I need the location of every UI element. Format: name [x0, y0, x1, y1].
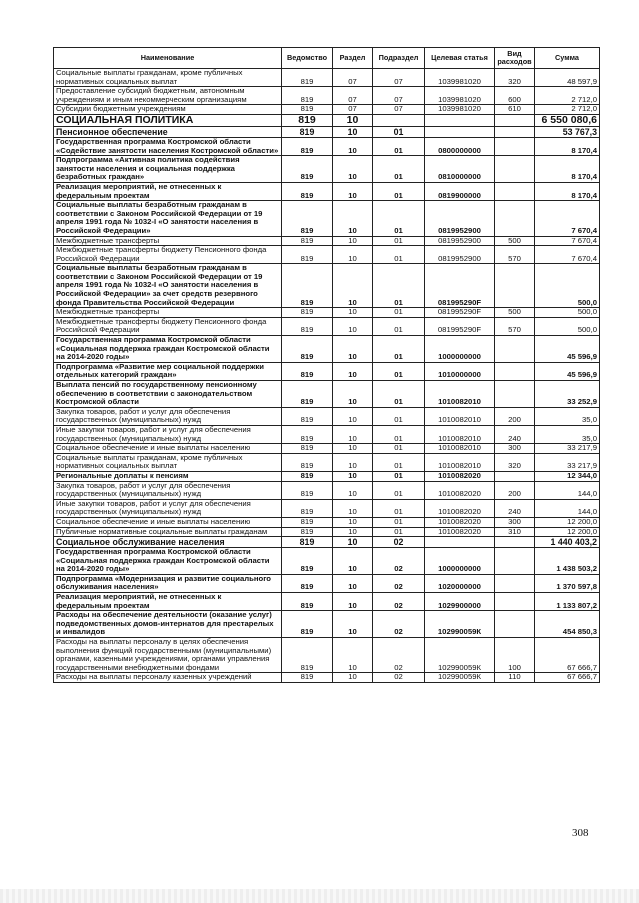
cell-target: 081995290F	[425, 317, 495, 335]
cell-dept: 819	[282, 105, 333, 115]
cell-name: Пенсионное обеспечение	[54, 126, 282, 137]
cell-target: 1010082010	[425, 381, 495, 408]
cell-section: 10	[333, 308, 373, 318]
cell-exp-type	[495, 381, 535, 408]
cell-exp-type: 310	[495, 527, 535, 537]
cell-dept: 819	[282, 137, 333, 155]
cell-section: 10	[333, 362, 373, 380]
cell-target: 1039981020	[425, 87, 495, 105]
cell-name: Подпрограмма «Модернизация и развитие социального обслуживания населения»	[54, 574, 282, 592]
cell-exp-type: 300	[495, 517, 535, 527]
cell-target: 1010082020	[425, 527, 495, 537]
cell-target: 1010082010	[425, 407, 495, 425]
header-target: Целевая статья	[425, 48, 495, 69]
cell-target: 102990059К	[425, 638, 495, 673]
cell-section: 10	[333, 471, 373, 481]
cell-amount: 33 217,9	[535, 453, 600, 471]
budget-table	[53, 47, 600, 683]
cell-subsection: 07	[373, 69, 425, 87]
table-row	[54, 114, 600, 126]
cell-dept: 819	[282, 574, 333, 592]
table-row	[54, 481, 600, 499]
cell-subsection: 01	[373, 499, 425, 517]
cell-exp-type	[495, 611, 535, 638]
cell-name: Государственная программа Костромской области «Социальная поддержка граждан Костромской области на 2014-2020 годы»	[54, 336, 282, 363]
cell-amount: 12 200,0	[535, 517, 600, 527]
cell-name: Иные закупки товаров, работ и услуг для обеспечения государственных (муниципальных) нужд	[54, 499, 282, 517]
cell-exp-type: 570	[495, 246, 535, 264]
cell-target: 1000000000	[425, 548, 495, 575]
cell-section: 10	[333, 137, 373, 155]
cell-dept: 819	[282, 114, 333, 126]
table-row	[54, 537, 600, 548]
table-row	[54, 407, 600, 425]
cell-section: 10	[333, 182, 373, 200]
cell-subsection: 02	[373, 593, 425, 611]
cell-target: 1010082020	[425, 517, 495, 527]
cell-exp-type	[495, 137, 535, 155]
cell-target: 0800000000	[425, 137, 495, 155]
cell-section: 07	[333, 69, 373, 87]
cell-name: Социальное обеспечение и иные выплаты населению	[54, 444, 282, 454]
cell-dept: 819	[282, 593, 333, 611]
cell-name: Межбюджетные трансферты бюджету Пенсионного фонда Российской Федерации	[54, 317, 282, 335]
cell-subsection: 01	[373, 425, 425, 443]
cell-target	[425, 126, 495, 137]
table-body	[54, 69, 600, 683]
cell-exp-type	[495, 201, 535, 236]
cell-section: 10	[333, 611, 373, 638]
cell-amount: 33 217,9	[535, 444, 600, 454]
cell-dept: 819	[282, 517, 333, 527]
cell-name: Субсидии бюджетным учреждениям	[54, 105, 282, 115]
cell-dept: 819	[282, 673, 333, 683]
cell-name: Иные закупки товаров, работ и услуг для обеспечения государственных (муниципальных) нужд	[54, 425, 282, 443]
cell-amount: 12 344,0	[535, 471, 600, 481]
cell-target: 1010082020	[425, 481, 495, 499]
cell-section: 10	[333, 499, 373, 517]
cell-subsection: 02	[373, 537, 425, 548]
cell-name: Реализация мероприятий, не отнесенных к федеральным проектам	[54, 593, 282, 611]
cell-exp-type: 500	[495, 236, 535, 246]
cell-dept: 819	[282, 69, 333, 87]
cell-exp-type: 610	[495, 105, 535, 115]
table-row	[54, 156, 600, 183]
cell-exp-type: 100	[495, 638, 535, 673]
cell-subsection: 07	[373, 105, 425, 115]
header-name: Наименование	[54, 48, 282, 69]
cell-section: 10	[333, 336, 373, 363]
cell-section: 07	[333, 87, 373, 105]
cell-dept: 819	[282, 407, 333, 425]
cell-amount: 1 133 807,2	[535, 593, 600, 611]
cell-dept: 819	[282, 236, 333, 246]
cell-target: 1010082020	[425, 471, 495, 481]
cell-section: 10	[333, 527, 373, 537]
cell-name: Расходы на выплаты персоналу в целях обеспечения выполнения функций государственными (муниципальными) органами, казенными учреждениями, органами управления государственными внебюджетными фондами	[54, 638, 282, 673]
cell-subsection: 01	[373, 471, 425, 481]
cell-subsection: 01	[373, 236, 425, 246]
cell-dept: 819	[282, 425, 333, 443]
cell-exp-type	[495, 548, 535, 575]
cell-section: 10	[333, 425, 373, 443]
cell-section: 10	[333, 444, 373, 454]
cell-exp-type	[495, 182, 535, 200]
cell-section: 10	[333, 407, 373, 425]
table-row	[54, 381, 600, 408]
table-row	[54, 611, 600, 638]
cell-name: Выплата пенсий по государственному пенсионному обеспечению в соответствии с законодательством Костромской области	[54, 381, 282, 408]
cell-target: 0810000000	[425, 156, 495, 183]
cell-section: 10	[333, 638, 373, 673]
cell-section: 10	[333, 453, 373, 471]
table-row	[54, 362, 600, 380]
cell-subsection: 01	[373, 453, 425, 471]
cell-amount: 6 550 080,6	[535, 114, 600, 126]
cell-exp-type	[495, 126, 535, 137]
cell-amount: 454 850,3	[535, 611, 600, 638]
cell-name: Межбюджетные трансферты	[54, 308, 282, 318]
cell-amount: 35,0	[535, 407, 600, 425]
cell-amount: 45 596,9	[535, 362, 600, 380]
cell-name: Государственная программа Костромской области «Содействие занятости населения Костромской области»	[54, 137, 282, 155]
cell-section: 10	[333, 381, 373, 408]
cell-section: 10	[333, 156, 373, 183]
cell-section: 10	[333, 481, 373, 499]
cell-exp-type: 240	[495, 499, 535, 517]
cell-amount: 7 670,4	[535, 201, 600, 236]
table-row	[54, 593, 600, 611]
cell-name: Региональные доплаты к пенсиям	[54, 471, 282, 481]
cell-amount: 12 200,0	[535, 527, 600, 537]
cell-dept: 819	[282, 471, 333, 481]
header-section: Раздел	[333, 48, 373, 69]
cell-section: 10	[333, 264, 373, 308]
cell-name: Социальные выплаты гражданам, кроме публичных нормативных социальных выплат	[54, 453, 282, 471]
cell-section: 10	[333, 201, 373, 236]
cell-name: Публичные нормативные социальные выплаты гражданам	[54, 527, 282, 537]
cell-exp-type	[495, 156, 535, 183]
cell-name: Подпрограмма «Активная политика содействия занятости населения и социальная поддержка безработных граждан»	[54, 156, 282, 183]
cell-exp-type	[495, 593, 535, 611]
cell-subsection: 02	[373, 638, 425, 673]
cell-dept: 819	[282, 126, 333, 137]
header-exp-type: Вид расходов	[495, 48, 535, 69]
cell-name: Социальные выплаты безработным гражданам в соответствии с Законом Российской Федерации от 19 апреля 1991 года № 1032-I «О занятости населения в Российской Федерации»	[54, 201, 282, 236]
cell-dept: 819	[282, 362, 333, 380]
cell-target: 0819952900	[425, 201, 495, 236]
cell-subsection: 01	[373, 308, 425, 318]
table-row	[54, 336, 600, 363]
cell-amount: 500,0	[535, 308, 600, 318]
cell-exp-type: 500	[495, 308, 535, 318]
cell-subsection: 02	[373, 574, 425, 592]
table-row	[54, 517, 600, 527]
cell-subsection: 01	[373, 381, 425, 408]
table-row	[54, 548, 600, 575]
cell-target: 1010082020	[425, 499, 495, 517]
table-row	[54, 69, 600, 87]
cell-subsection: 01	[373, 126, 425, 137]
table-row	[54, 126, 600, 137]
cell-dept: 819	[282, 182, 333, 200]
cell-name: Закупка товаров, работ и услуг для обеспечения государственных (муниципальных) нужд	[54, 407, 282, 425]
cell-amount: 53 767,3	[535, 126, 600, 137]
cell-dept: 819	[282, 499, 333, 517]
cell-amount: 7 670,4	[535, 246, 600, 264]
cell-subsection: 01	[373, 407, 425, 425]
cell-subsection: 01	[373, 517, 425, 527]
table-row	[54, 638, 600, 673]
page-number: 308	[572, 827, 589, 839]
table-row	[54, 308, 600, 318]
cell-section: 10	[333, 246, 373, 264]
table-row	[54, 137, 600, 155]
cell-exp-type: 600	[495, 87, 535, 105]
cell-exp-type	[495, 336, 535, 363]
cell-section: 10	[333, 537, 373, 548]
cell-dept: 819	[282, 453, 333, 471]
cell-amount: 2 712,0	[535, 87, 600, 105]
cell-dept: 819	[282, 246, 333, 264]
cell-target: 1039981020	[425, 105, 495, 115]
cell-name: Подпрограмма «Развитие мер социальной поддержки отдельных категорий граждан»	[54, 362, 282, 380]
cell-target: 081995290F	[425, 264, 495, 308]
cell-amount: 48 597,9	[535, 69, 600, 87]
cell-amount: 35,0	[535, 425, 600, 443]
cell-amount: 33 252,9	[535, 381, 600, 408]
cell-target: 1010082010	[425, 444, 495, 454]
cell-amount: 8 170,4	[535, 182, 600, 200]
cell-exp-type: 200	[495, 481, 535, 499]
table-row	[54, 201, 600, 236]
scan-edge	[0, 889, 639, 903]
cell-exp-type	[495, 264, 535, 308]
cell-target: 0819900000	[425, 182, 495, 200]
header-dept: Ведомство	[282, 48, 333, 69]
table-row	[54, 574, 600, 592]
cell-subsection: 02	[373, 548, 425, 575]
cell-amount: 8 170,4	[535, 137, 600, 155]
cell-amount: 144,0	[535, 499, 600, 517]
table-row	[54, 673, 600, 683]
cell-target: 1020000000	[425, 574, 495, 592]
cell-dept: 819	[282, 548, 333, 575]
cell-target: 1010000000	[425, 362, 495, 380]
cell-target: 081995290F	[425, 308, 495, 318]
cell-exp-type: 300	[495, 444, 535, 454]
table-row	[54, 246, 600, 264]
cell-name: Межбюджетные трансферты	[54, 236, 282, 246]
cell-exp-type	[495, 114, 535, 126]
cell-subsection: 01	[373, 336, 425, 363]
cell-subsection: 01	[373, 201, 425, 236]
cell-name: Государственная программа Костромской области «Социальная поддержка граждан Костромской области на 2014-2020 годы»	[54, 548, 282, 575]
cell-name: Социальное обеспечение и иные выплаты населению	[54, 517, 282, 527]
cell-section: 10	[333, 548, 373, 575]
cell-subsection: 01	[373, 182, 425, 200]
cell-dept: 819	[282, 336, 333, 363]
table-row	[54, 527, 600, 537]
cell-section: 10	[333, 236, 373, 246]
cell-name: Социальные выплаты безработным гражданам в соответствии с Законом Российской Федерации от 19 апреля 1991 года № 1032-I «О занятости населения в Российской Федерации» за счет средств резервного фонда Правительства Российской Федерации	[54, 264, 282, 308]
cell-dept: 819	[282, 537, 333, 548]
cell-exp-type	[495, 574, 535, 592]
cell-name: Закупка товаров, работ и услуг для обеспечения государственных (муниципальных) нужд	[54, 481, 282, 499]
cell-subsection: 01	[373, 264, 425, 308]
cell-dept: 819	[282, 638, 333, 673]
cell-amount: 1 438 503,2	[535, 548, 600, 575]
cell-amount: 500,0	[535, 264, 600, 308]
cell-name: Расходы на выплаты персоналу казенных учреждений	[54, 673, 282, 683]
cell-amount: 1 370 597,8	[535, 574, 600, 592]
header-subsection: Подраздел	[373, 48, 425, 69]
cell-amount: 67 666,7	[535, 673, 600, 683]
cell-subsection: 01	[373, 317, 425, 335]
cell-amount: 8 170,4	[535, 156, 600, 183]
cell-target: 102990059К	[425, 673, 495, 683]
cell-exp-type	[495, 537, 535, 548]
cell-subsection: 01	[373, 444, 425, 454]
cell-amount: 67 666,7	[535, 638, 600, 673]
cell-section: 10	[333, 673, 373, 683]
table-row	[54, 87, 600, 105]
cell-dept: 819	[282, 156, 333, 183]
cell-section: 10	[333, 317, 373, 335]
cell-dept: 819	[282, 308, 333, 318]
cell-name: Предоставление субсидий бюджетным, автономным учреждениям и иным некоммерческим организациям	[54, 87, 282, 105]
table-header-row	[54, 48, 600, 69]
cell-exp-type: 200	[495, 407, 535, 425]
cell-name: Расходы на обеспечение деятельности (оказание услуг) подведомственных домов-интернатов для престарелых и инвалидов	[54, 611, 282, 638]
cell-subsection: 02	[373, 673, 425, 683]
cell-amount: 1 440 403,2	[535, 537, 600, 548]
table-row	[54, 317, 600, 335]
cell-name: Социальное обслуживание населения	[54, 537, 282, 548]
cell-exp-type: 240	[495, 425, 535, 443]
cell-dept: 819	[282, 611, 333, 638]
cell-subsection: 01	[373, 362, 425, 380]
cell-exp-type: 570	[495, 317, 535, 335]
cell-exp-type: 320	[495, 453, 535, 471]
header-amount: Сумма	[535, 48, 600, 69]
table-row	[54, 499, 600, 517]
cell-amount: 500,0	[535, 317, 600, 335]
table-row	[54, 471, 600, 481]
cell-subsection: 01	[373, 481, 425, 499]
cell-subsection: 01	[373, 137, 425, 155]
cell-section: 10	[333, 574, 373, 592]
table-row	[54, 425, 600, 443]
cell-subsection: 01	[373, 246, 425, 264]
cell-subsection: 01	[373, 527, 425, 537]
cell-target	[425, 114, 495, 126]
cell-dept: 819	[282, 381, 333, 408]
cell-exp-type	[495, 362, 535, 380]
cell-subsection: 07	[373, 87, 425, 105]
cell-exp-type: 110	[495, 673, 535, 683]
table-row	[54, 236, 600, 246]
cell-section: 10	[333, 114, 373, 126]
cell-exp-type	[495, 471, 535, 481]
table-row	[54, 105, 600, 115]
cell-target: 102990059К	[425, 611, 495, 638]
cell-target: 1000000000	[425, 336, 495, 363]
cell-target: 1010082010	[425, 425, 495, 443]
cell-amount: 2 712,0	[535, 105, 600, 115]
cell-section: 07	[333, 105, 373, 115]
cell-name: Межбюджетные трансферты бюджету Пенсионного фонда Российской Федерации	[54, 246, 282, 264]
table-row	[54, 182, 600, 200]
cell-dept: 819	[282, 317, 333, 335]
cell-target: 1010082010	[425, 453, 495, 471]
table-row	[54, 264, 600, 308]
cell-subsection	[373, 114, 425, 126]
cell-section: 10	[333, 126, 373, 137]
cell-exp-type: 320	[495, 69, 535, 87]
table-row	[54, 444, 600, 454]
cell-name: Социальные выплаты гражданам, кроме публичных нормативных социальных выплат	[54, 69, 282, 87]
cell-dept: 819	[282, 201, 333, 236]
cell-dept: 819	[282, 527, 333, 537]
cell-amount: 7 670,4	[535, 236, 600, 246]
cell-target	[425, 537, 495, 548]
cell-subsection: 02	[373, 611, 425, 638]
cell-name: Реализация мероприятий, не отнесенных к федеральным проектам	[54, 182, 282, 200]
cell-target: 1029900000	[425, 593, 495, 611]
cell-subsection: 01	[373, 156, 425, 183]
cell-dept: 819	[282, 444, 333, 454]
cell-dept: 819	[282, 481, 333, 499]
cell-target: 0819952900	[425, 236, 495, 246]
cell-section: 10	[333, 517, 373, 527]
cell-name: СОЦИАЛЬНАЯ ПОЛИТИКА	[54, 114, 282, 126]
cell-target: 0819952900	[425, 246, 495, 264]
cell-amount: 144,0	[535, 481, 600, 499]
cell-dept: 819	[282, 264, 333, 308]
table-row	[54, 453, 600, 471]
cell-target: 1039981020	[425, 69, 495, 87]
cell-dept: 819	[282, 87, 333, 105]
cell-section: 10	[333, 593, 373, 611]
cell-amount: 45 596,9	[535, 336, 600, 363]
